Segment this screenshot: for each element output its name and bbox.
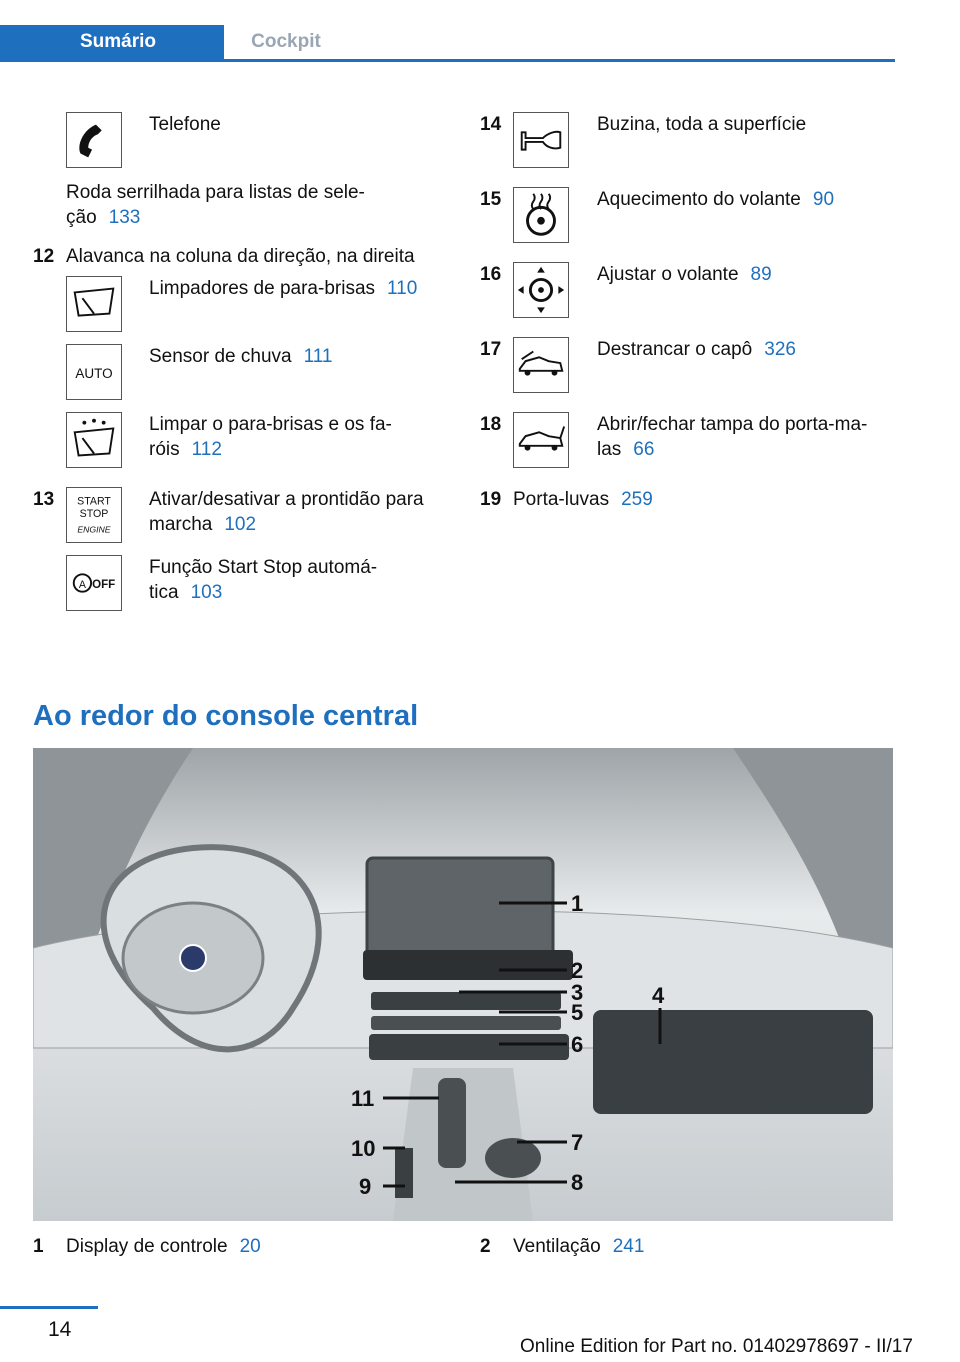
steering-adjust-icon [513, 262, 569, 318]
callout-6: 6 [571, 1032, 584, 1057]
auto-icon-text: AUTO [75, 365, 113, 381]
steering-heat-label: Aquecimento do volante [597, 189, 801, 210]
ready-text-line2 [149, 512, 256, 537]
start-stop-icon [66, 487, 122, 543]
start-icon-line-start: START [77, 495, 111, 508]
footer-divider [0, 1306, 98, 1309]
start-icon-line-engine: ENGINE [77, 524, 111, 535]
steering-adjust-text [597, 262, 772, 287]
horn-label: Buzina, toda a superfície [597, 114, 807, 135]
hood-ref-link[interactable]: 326 [764, 339, 796, 360]
trunk-ref-link[interactable]: 66 [633, 439, 655, 460]
page-number: 14 [48, 1318, 72, 1341]
phone-label: Telefone [149, 114, 221, 135]
glovebox-text [513, 487, 653, 512]
washer-icon [66, 412, 122, 468]
item-13-number: 13 [33, 489, 55, 510]
steering-heat-text [597, 187, 834, 212]
rain-ref-link[interactable]: 111 [303, 346, 333, 367]
callout-3: 3 [571, 980, 584, 1005]
callout-4: 4 [652, 983, 665, 1008]
ready-label2: marcha [149, 514, 213, 535]
callout-7: 7 [571, 1130, 584, 1155]
trunk-label2: las [597, 439, 622, 460]
callout-5: 5 [571, 1000, 584, 1025]
startstop-ref-link[interactable]: 103 [190, 582, 223, 603]
center-console-illustration [33, 748, 893, 1221]
horn-icon [513, 112, 569, 168]
startstop-text-line2 [149, 580, 222, 605]
steering-heat-ref-link[interactable]: 90 [812, 189, 835, 210]
start-icon-line-stop: STOP [79, 507, 109, 520]
tab-sumario[interactable]: Sumário [0, 25, 224, 59]
callout-10: 10 [351, 1136, 376, 1161]
startstop-label2: tica [149, 582, 179, 603]
auto-start-stop-off-icon [66, 555, 122, 611]
callout-11: 11 [351, 1086, 375, 1111]
wipers-ref-link[interactable]: 110 [387, 278, 418, 299]
item-12-number: 12 [33, 246, 55, 267]
item-12-label: Alavanca na coluna da direção, na direita [66, 246, 415, 267]
rain-label: Sensor de chuva [149, 346, 292, 367]
display-label: Display de controle [66, 1236, 228, 1257]
trunk-icon [513, 412, 569, 468]
steering-heat-icon [513, 187, 569, 243]
wipers-label: Limpadores de para-brisas [149, 278, 376, 299]
hood-text [597, 337, 796, 362]
item-18-number: 18 [480, 414, 502, 435]
auto-off-icon-text: OFF [92, 578, 116, 591]
thumbwheel-ref-link[interactable]: 133 [108, 207, 141, 228]
item-19-number: 19 [480, 489, 502, 510]
rain-text [149, 344, 332, 369]
auto-icon [66, 344, 122, 400]
ready-ref-link[interactable]: 102 [224, 514, 257, 535]
callout-1: 1 [571, 891, 584, 916]
callout-9: 9 [359, 1174, 372, 1199]
bottom-item-2 [513, 1234, 644, 1259]
edition-text: Online Edition for Part no. 01402978697 - II/17 [520, 1336, 913, 1357]
bottom-item-2-number: 2 [480, 1236, 491, 1257]
clean-label2: róis [149, 439, 180, 460]
tab-bar [0, 25, 895, 62]
bottom-item-1-number: 1 [33, 1236, 44, 1257]
startstop-text-line1: Função Start Stop automá- [149, 557, 378, 578]
item-17-number: 17 [480, 339, 502, 360]
thumbwheel-text-line2 [66, 205, 140, 230]
callout-8: 8 [571, 1170, 584, 1195]
thumbwheel-text2: ção [66, 207, 97, 228]
section-title: Ao redor do console central [33, 700, 419, 732]
steering-adjust-label: Ajustar o volante [597, 264, 739, 285]
trunk-text-line1: Abrir/fechar tampa do porta-ma- [597, 414, 868, 435]
wipers-text [149, 276, 417, 301]
phone-icon [66, 112, 122, 168]
hood-label: Destrancar o capô [597, 339, 753, 360]
ready-text-line1: Ativar/desativar a prontidão para [149, 489, 424, 510]
item-15-number: 15 [480, 189, 502, 210]
bottom-item-1 [66, 1234, 261, 1259]
clean-text-line2 [149, 437, 222, 462]
item-16-number: 16 [480, 264, 502, 285]
callout-2: 2 [571, 958, 584, 983]
tab-cockpit[interactable]: Cockpit [224, 25, 348, 59]
glovebox-label: Porta-luvas [513, 489, 610, 510]
display-ref-link[interactable]: 20 [239, 1236, 261, 1257]
glovebox-ref-link[interactable]: 259 [621, 489, 653, 510]
thumbwheel-text: Roda serrilhada para listas de sele- [66, 182, 365, 203]
steering-adjust-ref-link[interactable]: 89 [750, 264, 772, 285]
clean-text-line1: Limpar o para-brisas e os fa- [149, 414, 392, 435]
wiper-icon [66, 276, 122, 332]
trunk-text-line2 [597, 437, 654, 462]
clean-ref-link[interactable]: 112 [191, 439, 222, 460]
hood-icon [513, 337, 569, 393]
svg-text:A: A [78, 578, 86, 591]
ventilation-label: Ventilação [513, 1236, 601, 1257]
ventilation-ref-link[interactable]: 241 [612, 1236, 645, 1257]
item-14-number: 14 [480, 114, 502, 135]
